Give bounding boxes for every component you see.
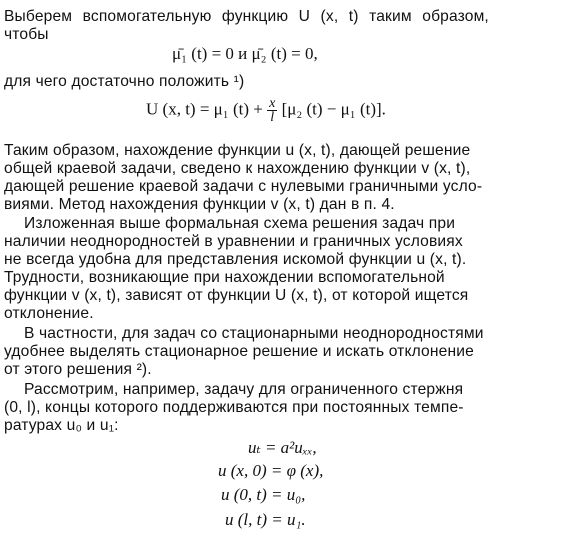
text-line: Изложенная выше формальная схема решения задач при: [24, 215, 456, 232]
equation: u (l, t) = u₁.: [225, 510, 306, 529]
fraction-numerator: x: [269, 96, 276, 111]
fraction: [267, 97, 277, 124]
equation: uₜ = a²uₓₓ,: [248, 438, 317, 457]
text-line: для чего достаточно положить ¹): [4, 73, 245, 90]
text-line: виями. Метод нахождения функции v (x, t) дан в п. 4.: [4, 196, 395, 213]
text-line: отклонение.: [4, 305, 94, 322]
fraction-denominator: l: [270, 110, 275, 125]
text-line: ратурах u₀ и u₁:: [4, 417, 119, 434]
text-line: Рассмотрим, например, задачу для ограниченного стержня: [24, 381, 464, 398]
text-line: удобнее выделять стационарное решение и искать отклонение: [4, 343, 474, 360]
text-line: В частности, для задач со стационарными неоднородностями: [24, 325, 484, 342]
text-line: общей краевой задачи, сведено к нахождению функции v (x, t),: [4, 160, 471, 177]
text-line: от этого решения ²).: [4, 361, 152, 378]
text-line: функции v (x, t), зависят от функции U (x, t), от которой ищется: [4, 287, 469, 304]
equation-left: U (x, t) = μ₁ (t) +: [146, 99, 263, 119]
text-line: (0, l), концы которого поддерживаются при постоянных темпе-: [4, 399, 464, 416]
equation: u (0, t) = u₀,: [221, 485, 306, 504]
text-line: чтобы: [4, 26, 49, 43]
equation: μ̄₁ (t) = 0 и μ̄₂ (t) = 0,: [172, 44, 318, 63]
equation-right: [μ₂ (t) − μ₁ (t)].: [281, 99, 386, 119]
equation: u (x, 0) = φ (x),: [218, 461, 324, 480]
text-line: не всегда удобна для представления искомой функции u (x, t).: [4, 251, 467, 268]
equation-main: [146, 97, 386, 124]
text-line: дающей решение краевой задачи с нулевыми граничными усло-: [4, 178, 483, 195]
text-line: Таким образом, нахождение функции u (x, t), дающей решение: [4, 142, 471, 159]
text-line: Трудности, возникающие при нахождении вспомогательной: [4, 269, 445, 286]
text-line: наличии неоднородностей в уравнении и граничных условиях: [4, 233, 463, 250]
text-line: Выберем вспомогательную функцию U (x, t) таким образом,: [4, 8, 489, 25]
